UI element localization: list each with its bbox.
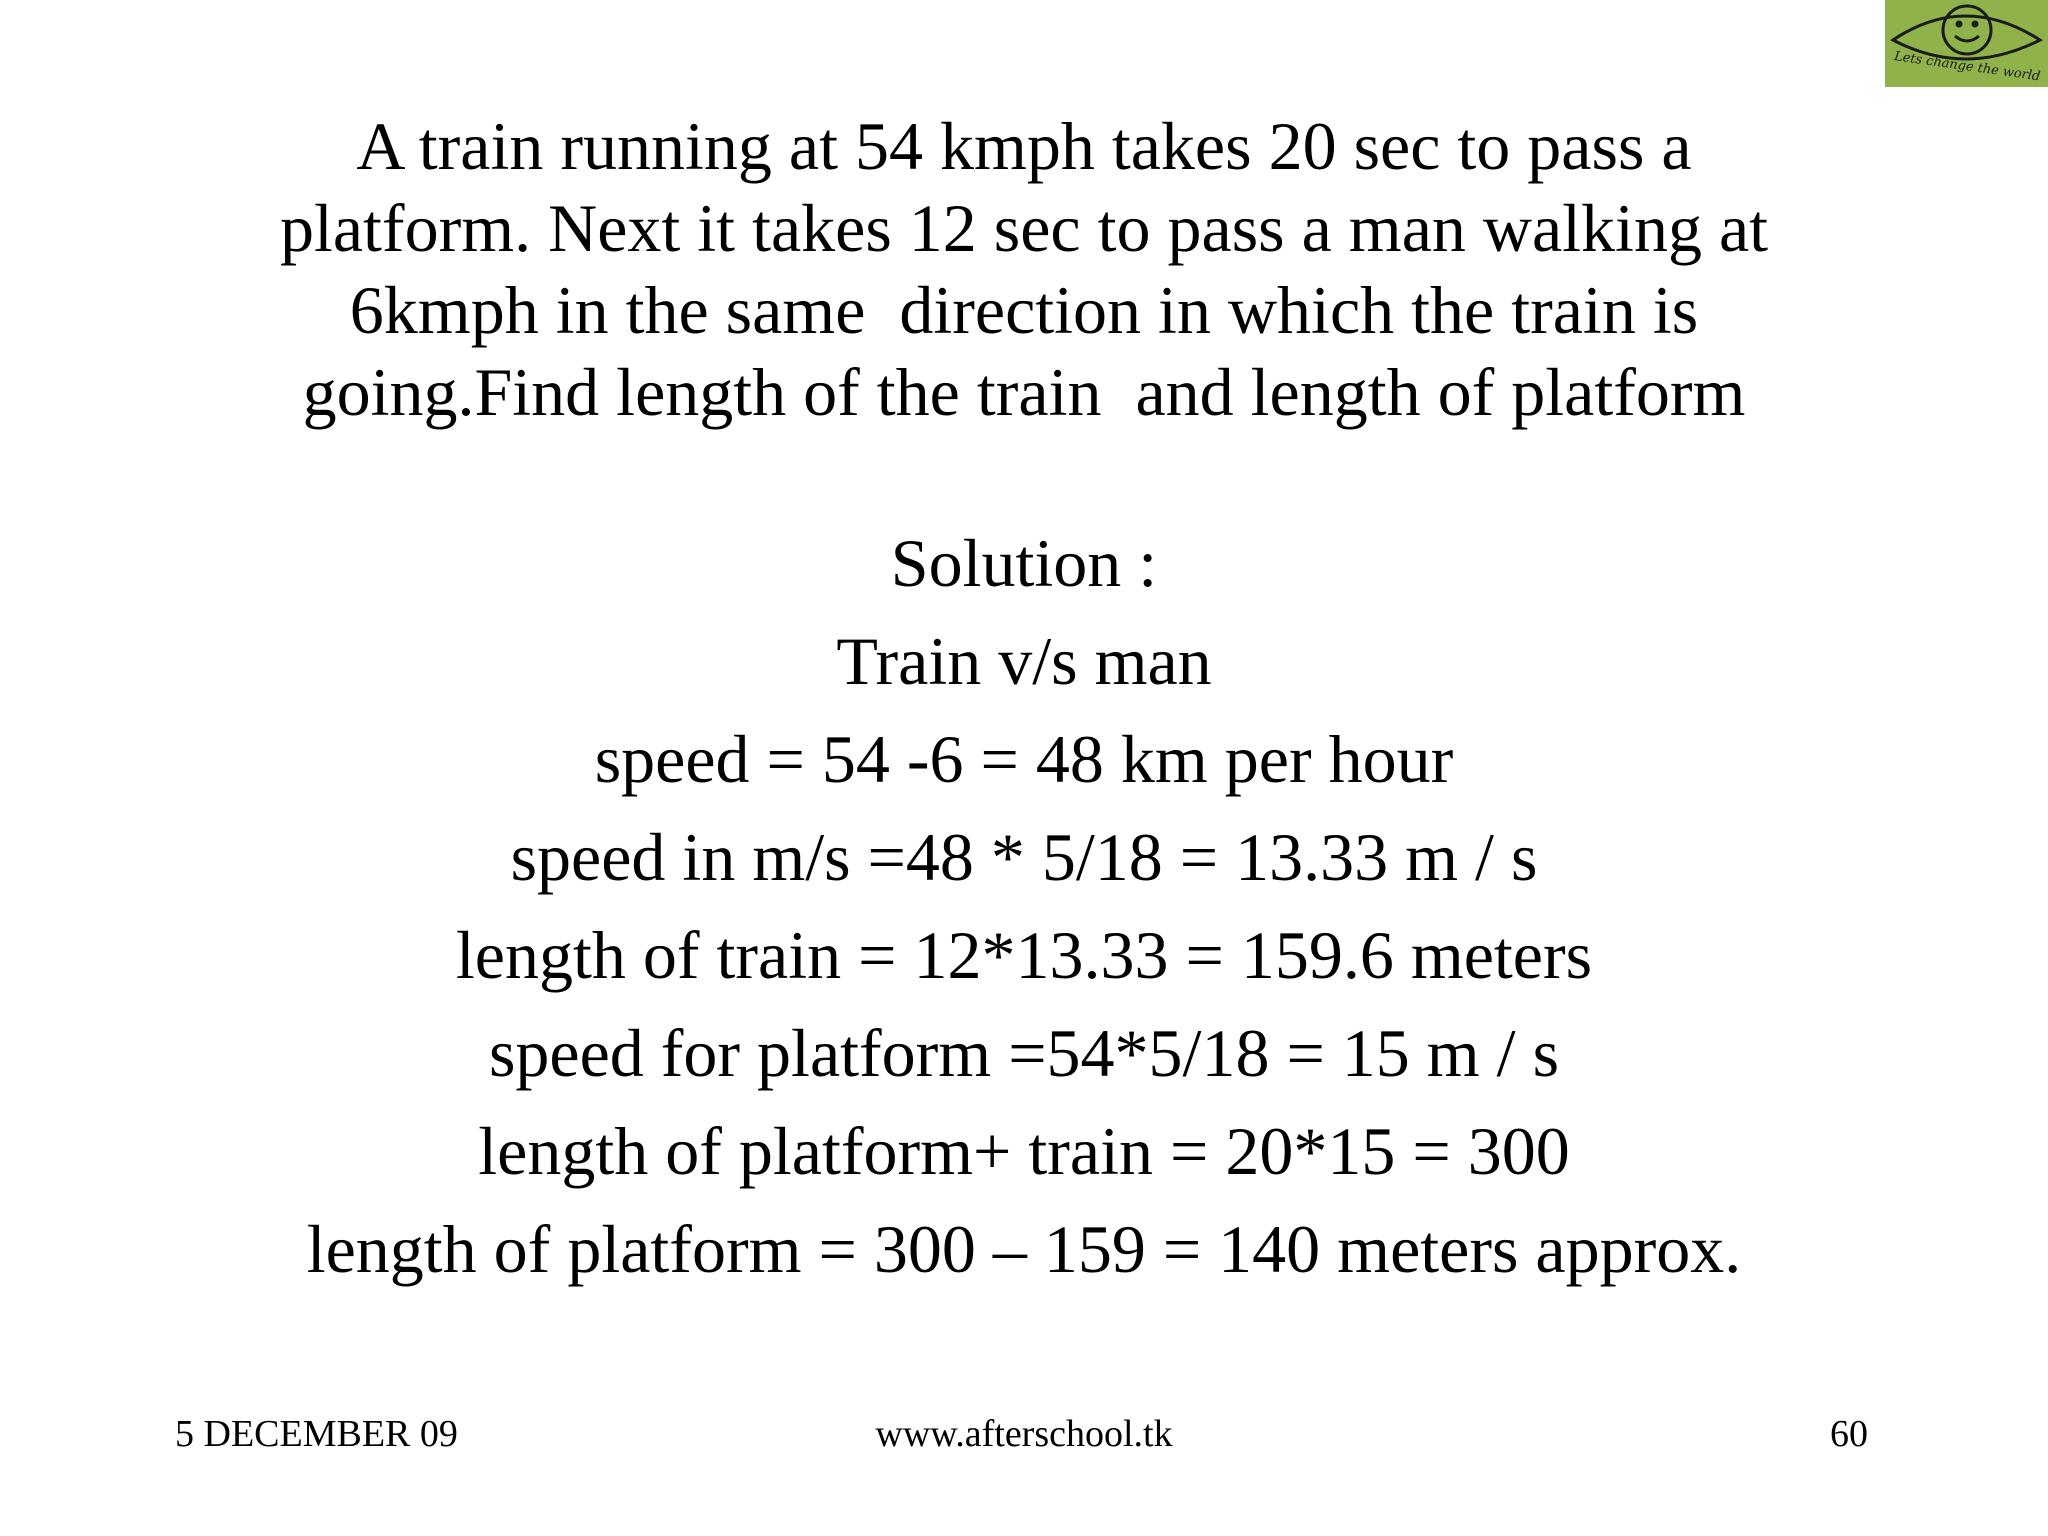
question-line: A train running at 54 kmph takes 20 sec to pass a — [356, 108, 1692, 184]
logo — [1885, 0, 2048, 87]
solution-line: speed = 54 -6 = 48 km per hour — [594, 721, 1454, 797]
footer-date: 5 DECEMBER 09 — [175, 1413, 458, 1455]
smiley-eye-icon — [1885, 0, 2048, 87]
logo-tagline: Lets change the world — [1893, 49, 2042, 85]
question-line: 6kmph in the same direction in which the train is — [349, 272, 1699, 348]
solution-line: length of platform+ train = 20*15 = 300 — [478, 1113, 1570, 1189]
page-number: 60 — [1830, 1413, 1868, 1455]
solution-line: Train v/s man — [836, 623, 1212, 699]
solution-block — [150, 522, 1898, 1306]
solution-line: speed in m/s =48 * 5/18 = 13.33 m / s — [510, 819, 1538, 895]
footer-url: www.afterschool.tk — [875, 1413, 1173, 1455]
solution-heading: Solution : — [890, 525, 1158, 601]
question-line: going.Find length of the train and length of platform — [302, 354, 1746, 430]
solution-line: speed for platform =54*5/18 = 15 m / s — [488, 1015, 1560, 1091]
solution-line: length of train = 12*13.33 = 159.6 meters — [455, 917, 1593, 993]
question-line: platform. Next it takes 12 sec to pass a man walking at — [279, 190, 1769, 266]
question-text — [150, 105, 1898, 433]
solution-line: length of platform = 300 – 159 = 140 meters approx. — [306, 1211, 1742, 1287]
